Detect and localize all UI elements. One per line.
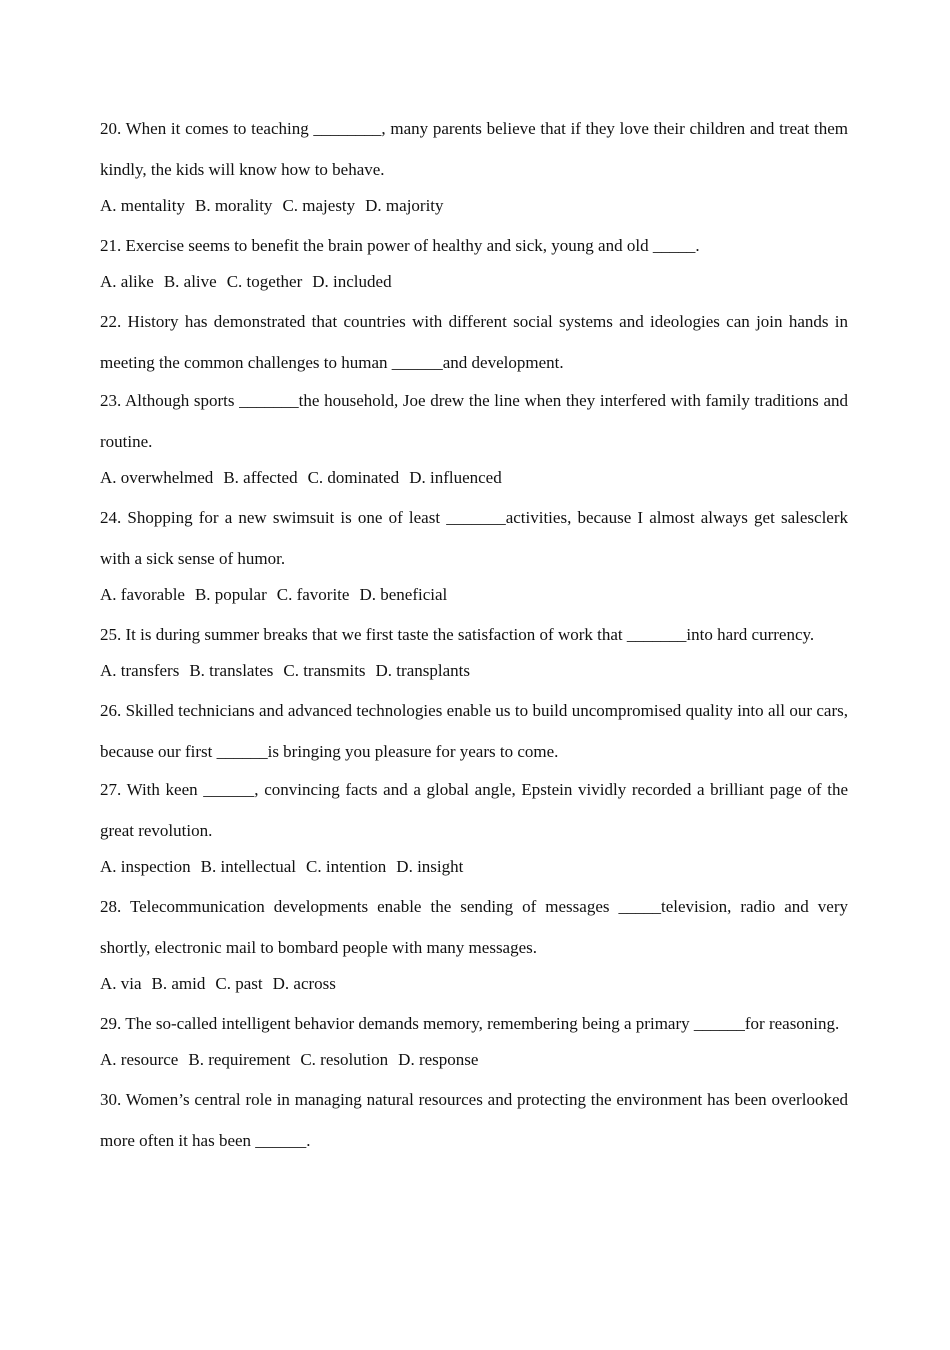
question-text: 28. Telecommunication developments enable the sending of messages _____television, radio and very shortly, electronic mail to bombard people with many messages. bbox=[100, 897, 848, 957]
answer-options bbox=[100, 459, 848, 497]
answer-option: A. mentality bbox=[100, 196, 185, 215]
question-text: 21. Exercise seems to benefit the brain power of healthy and sick, young and old _____. bbox=[100, 236, 700, 255]
question-text: 22. History has demonstrated that countries with different social systems and ideologies can join hands in meeting the common challenges to human ______and development. bbox=[100, 312, 848, 372]
answer-option: C. together bbox=[226, 272, 303, 291]
answer-option: D. beneficial bbox=[359, 585, 448, 604]
answer-option: C. resolution bbox=[300, 1050, 389, 1069]
answer-option: B. amid bbox=[151, 974, 206, 993]
answer-option: A. alike bbox=[100, 272, 154, 291]
answer-options bbox=[100, 576, 848, 614]
answer-option: A. via bbox=[100, 974, 142, 993]
answer-option: B. affected bbox=[223, 468, 298, 487]
answer-option: B. translates bbox=[189, 661, 274, 680]
question-text: 24. Shopping for a new swimsuit is one of least _______activities, because I almost always get salesclerk with a sick sense of humor. bbox=[100, 508, 848, 568]
answer-option: D. included bbox=[312, 272, 392, 291]
question-text: 20. When it comes to teaching ________, many parents believe that if they love their children and treat them kindly, the kids will know how to behave. bbox=[100, 119, 848, 179]
answer-options bbox=[100, 965, 848, 1003]
answer-option: D. transplants bbox=[375, 661, 470, 680]
answer-option: C. majesty bbox=[282, 196, 356, 215]
answer-option: D. response bbox=[398, 1050, 479, 1069]
question-text: 29. The so-called intelligent behavior demands memory, remembering being a primary ______for reasoning. bbox=[100, 1014, 840, 1033]
answer-option: D. majority bbox=[365, 196, 444, 215]
answer-option: C. past bbox=[215, 974, 263, 993]
answer-option: B. requirement bbox=[188, 1050, 291, 1069]
answer-options bbox=[100, 848, 848, 886]
answer-option: C. intention bbox=[306, 857, 387, 876]
answer-option: B. alive bbox=[163, 272, 217, 291]
answer-options bbox=[100, 263, 848, 301]
question-text: 27. With keen ______, convincing facts and a global angle, Epstein vividly recorded a brilliant page of the great revolution. bbox=[100, 780, 848, 840]
question-text: 30. Women’s central role in managing natural resources and protecting the environment has been overlooked more often it has been ______. bbox=[100, 1090, 848, 1150]
answer-option: A. inspection bbox=[100, 857, 191, 876]
answer-options bbox=[100, 187, 848, 225]
answer-option: A. favorable bbox=[100, 585, 185, 604]
answer-option: B. intellectual bbox=[200, 857, 297, 876]
answer-option: A. overwhelmed bbox=[100, 468, 214, 487]
answer-option: B. popular bbox=[194, 585, 267, 604]
answer-options bbox=[100, 652, 848, 690]
answer-option: D. influenced bbox=[409, 468, 502, 487]
answer-option: D. across bbox=[272, 974, 336, 993]
answer-option: A. resource bbox=[100, 1050, 179, 1069]
question-list bbox=[100, 108, 848, 1158]
answer-options bbox=[100, 1041, 848, 1079]
answer-option: C. transmits bbox=[283, 661, 366, 680]
question-text: 23. Although sports _______the household, Joe drew the line when they interfered with family traditions and routine. bbox=[100, 391, 848, 451]
answer-option: D. insight bbox=[396, 857, 464, 876]
answer-option: A. transfers bbox=[100, 661, 180, 680]
answer-option: C. favorite bbox=[276, 585, 350, 604]
answer-option: B. morality bbox=[194, 196, 273, 215]
question-text: 26. Skilled technicians and advanced technologies enable us to build uncompromised quality into all our cars, because our first ______is bringing you pleasure for years to come. bbox=[100, 701, 848, 761]
question-text: 25. It is during summer breaks that we first taste the satisfaction of work that _______into hard currency. bbox=[100, 625, 815, 644]
answer-option: C. dominated bbox=[307, 468, 400, 487]
